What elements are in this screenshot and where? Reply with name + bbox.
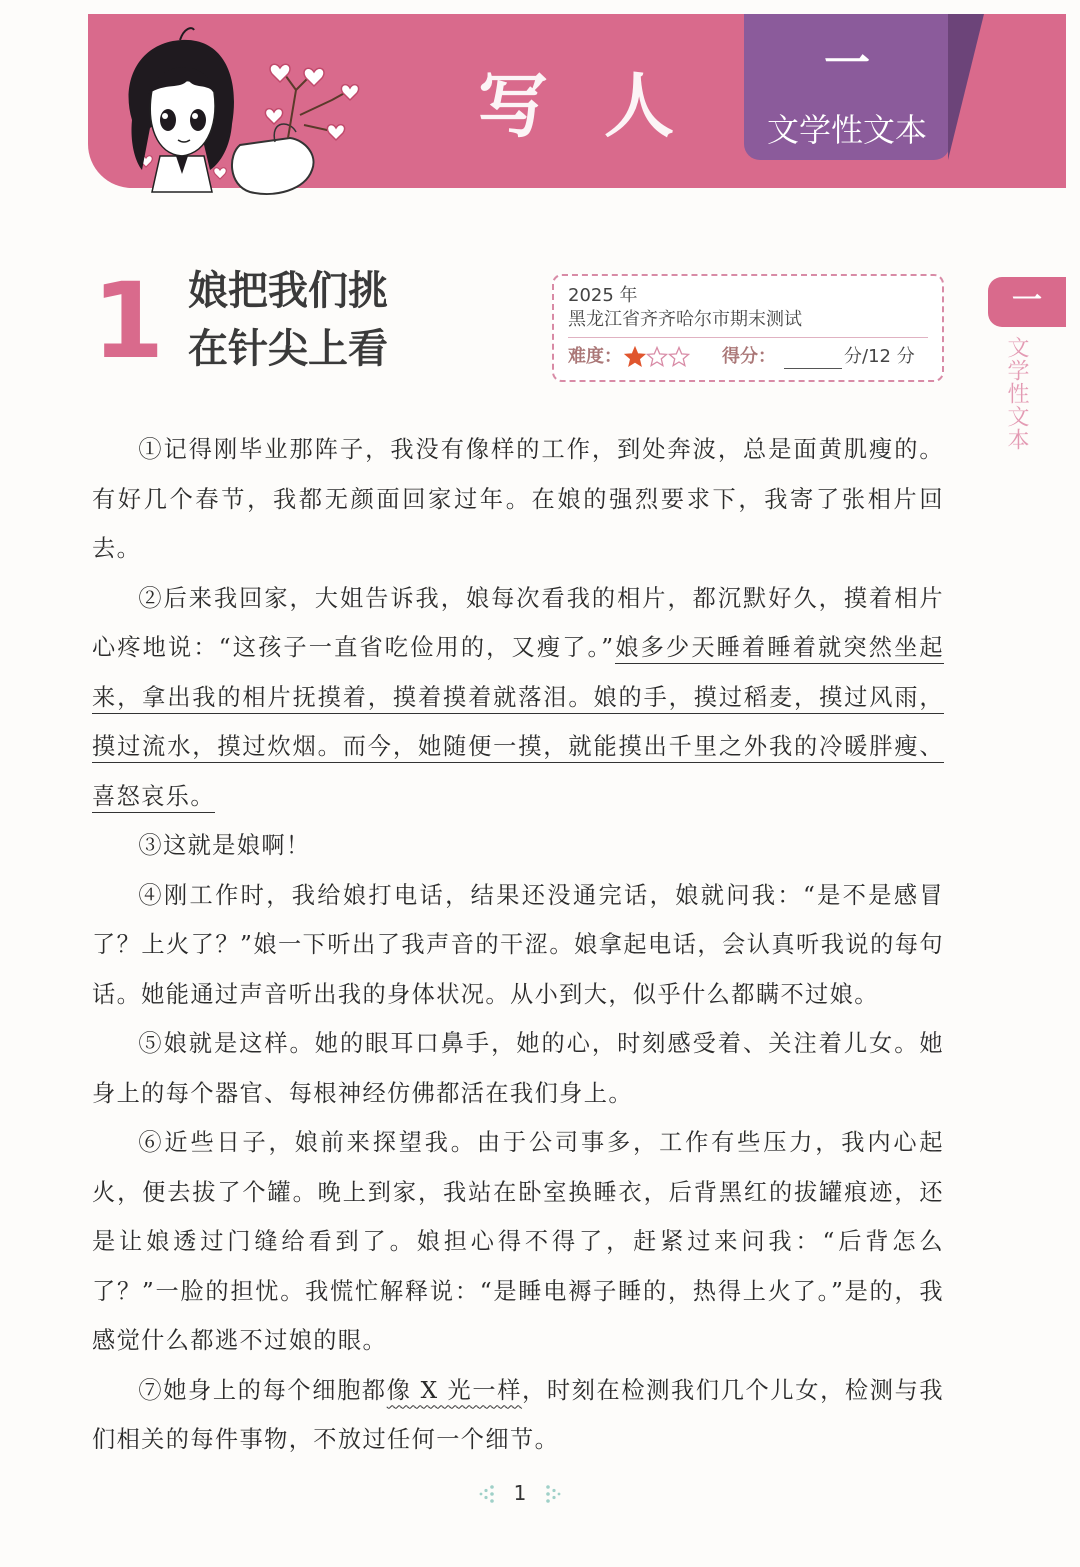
paragraph-5: ⑤娘就是这样。她的眼耳口鼻手，她的心，时刻感受着、关注着儿女。她身上的每个器官、每根神经仿佛都活在我们身上。 <box>92 1030 944 1107</box>
score-total: 分/12 分 <box>844 346 915 367</box>
star-filled-icon <box>625 348 644 366</box>
lesson-title-line2: 在针尖上看 <box>188 326 388 372</box>
score-blank-input[interactable] <box>784 344 842 369</box>
side-tab-label: 文学性文本 <box>1004 336 1029 451</box>
section-title: 写人 <box>478 65 730 147</box>
article-body <box>92 425 944 1465</box>
exam-year: 2025 年 <box>568 285 638 306</box>
exam-source: 黑龙江省齐齐哈尔市期末测试 <box>568 309 802 330</box>
exam-info-box <box>552 274 944 382</box>
page-deco-left-icon <box>478 1483 496 1505</box>
difficulty-stars <box>624 346 690 368</box>
paragraph-3: ③这就是娘啊！ <box>138 832 311 859</box>
girl-with-flowers-illustration <box>100 20 380 195</box>
paragraph-4: ④刚工作时，我给娘打电话，结果还没通完话，娘就问我：“是不是感冒了？上火了？”娘一下听出了我声音的干涩。娘拿起电话，会认真听我说的每句话。她能通过声音听出我的身体状况。从小到大，似乎什么都瞒不过娘。 <box>92 881 944 1008</box>
lesson-title-line1: 娘把我们挑 <box>188 268 388 314</box>
unit-number: 一 <box>824 36 870 90</box>
star-empty-icon <box>647 348 666 366</box>
wavy-underlined-phrase: 像 X 光一样 <box>386 1376 523 1404</box>
paragraph-6: ⑥近些日子，娘前来探望我。由于公司事多，工作有些压力，我内心起火，便去拔了个罐。晚上到家，我站在卧室换睡衣，后背黑红的拔罐痕迹，还是让娘透过门缝给看到了。娘担心得不得了，赶紧过来问我：“后背怎么了？”一脸的担忧。我慌忙解释说：“是睡电褥子睡的，热得上火了。”是的，我感觉什么都逃不过娘的眼。 <box>92 1129 944 1354</box>
score-label: 得分： <box>722 346 776 367</box>
unit-tab <box>744 14 950 160</box>
difficulty-label: 难度： <box>568 346 622 367</box>
lesson-number: 1 <box>92 260 165 382</box>
page-number: 1 <box>513 1481 527 1505</box>
paragraph-7 <box>92 1366 944 1465</box>
side-tab: 一 <box>988 277 1066 327</box>
divider <box>568 337 928 338</box>
paragraph-1: ①记得刚毕业那阵子，我没有像样的工作，到处奔波，总是面黄肌瘦的。有好几个春节，我都无颜面回家过年。在娘的强烈要求下，我寄了张相片回去。 <box>92 436 944 562</box>
paragraph-7-text-a: ⑦她身上的每个细胞都 <box>138 1376 387 1404</box>
page-deco-right-icon <box>544 1483 562 1505</box>
paragraph-2 <box>92 574 944 822</box>
lesson-title <box>188 262 448 378</box>
paragraph-2-text: ②后来我回家，大姐告诉我，娘每次看我的相片，都沉默好久，摸着相片心疼地说：“这孩子一直省吃俭用的，又瘦了。” <box>92 584 944 661</box>
unit-label: 文学性文本 <box>766 111 927 149</box>
underlined-passage: 娘多少天睡着睡着就突然坐起来，拿出我的相片抚摸着，摸着摸着就落泪。娘的手，摸过稻麦，摸过风雨，摸过流水，摸过炊烟。而今，她随便一摸，就能摸出千里之外我的冷暖胖瘦、喜怒哀乐。 <box>92 634 944 813</box>
paragraph-7-text-b: ，时刻在检测我们几个儿女，检测与我们相关的每件事物，不放过任何一个细节。 <box>92 1376 944 1453</box>
star-empty-icon <box>669 348 688 366</box>
